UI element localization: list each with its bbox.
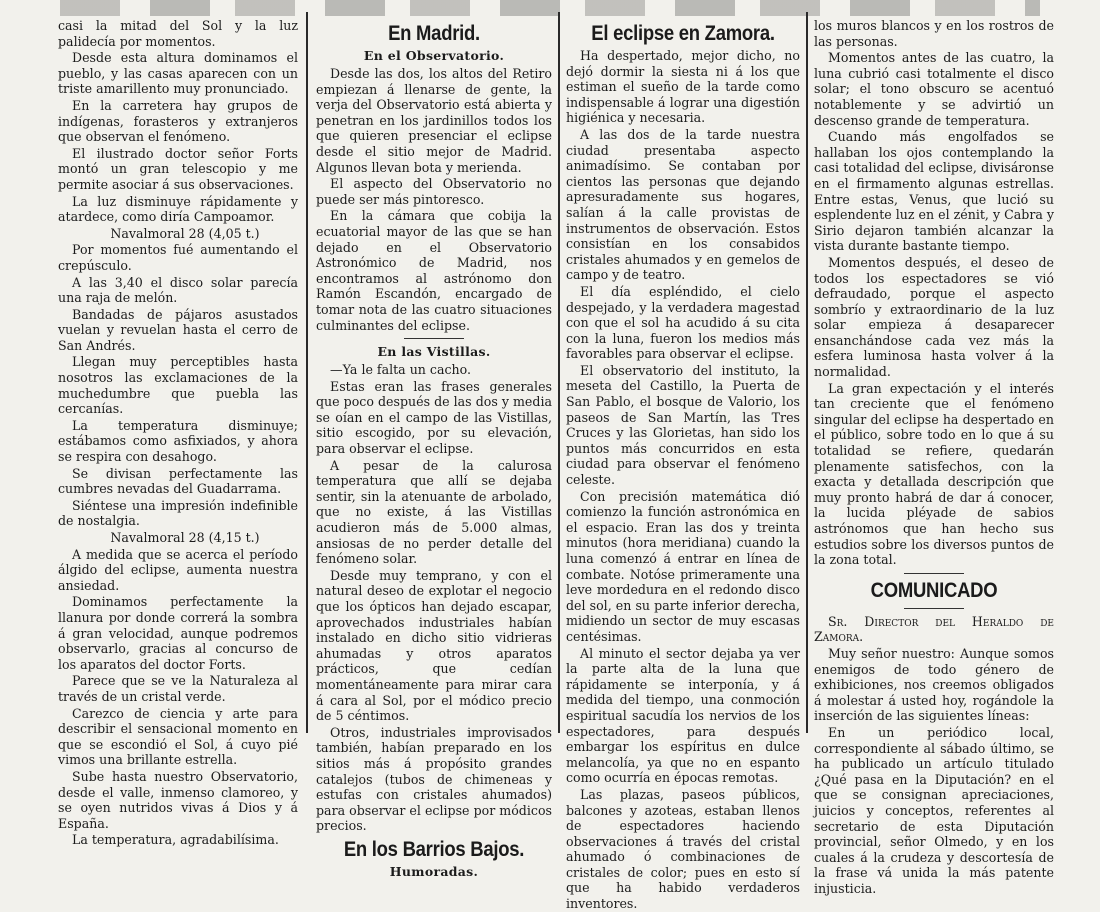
- col1-paragraph: El ilustrado doctor señor Forts montó un gran telescopio y me permite asociar á sus observaciones.: [58, 145, 298, 192]
- col3-paragraph: Las plazas, paseos públicos, balcones y azoteas, estaban llenos de espectadores haciendo observaciones á través del cristal ahumado ó combinaciones de cristales de color; pues en esto sí que ha habido verdaderos inventores.: [566, 786, 800, 912]
- col4-paragraph: La gran expectación y el interés tan creciente que el fenómeno singular del eclipse ha despertado en el público, sobre todo en lo que á su totalidad se refiere, quedarán plenamente satisfechos, con la exacta y detallada descripción que muy pronto habrá de dar á conocer, la lucida pléyade de sabios astrónomos que han hecho sus estudios sobre los diversos puntos de la zona total.: [814, 380, 1054, 568]
- col2-paragraph: Otros, industriales improvisados también, habían preparado en los sitios más á propósito grandes catalejos (tubos de chimeneas y estufas con cristales ahumados) para observar el eclipse por módicos precios.: [316, 724, 552, 834]
- section-heading: En los Barrios Bajos.: [343, 837, 525, 861]
- col2-paragraph: Estas eran las frases generales que poco después de las dos y media se oían en el campo de las Vistillas, sitio escogido, por su elevación, para observar el eclipse.: [316, 378, 552, 457]
- col2-paragraph: En la cámara que cobija la ecuatorial mayor de las que se han dejado en el Observatorio Astronómico de Madrid, nos encontramos al astrónomo don Ramón Escandón, encargado de tomar nota de las cuatro situaciones culminantes del eclipse.: [316, 208, 552, 333]
- dateline: Navalmoral 28 (4,15 t.): [110, 530, 260, 545]
- col1-paragraph: A medida que se acerca el período álgido del eclipse, aumenta nuestra ansiedad.: [58, 546, 298, 593]
- dateline: Navalmoral 28 (4,05 t.): [110, 225, 260, 241]
- section-heading: El eclipse en Zamora.: [591, 22, 775, 45]
- col2-paragraph: Desde las dos, los altos del Retiro empiezan á llenarse de gente, la verja del Observatorio está abierta y penetran en los jardinillos todos los que quieren presenciar el eclipse desde el sitio mejor de Madrid. Algunos llevan bota y merienda.: [316, 66, 552, 175]
- col1-paragraph: La temperatura disminuye; estábamos como asfixiados, y ahora se respira con desahogo.: [58, 417, 298, 465]
- column-2: [316, 18, 552, 879]
- col1-paragraph: Dominamos perfectamente la llanura por donde correrá la sombra á gran velocidad, aunque podremos observarlo, gracias al concurso de los aparatos del doctor Forts.: [58, 594, 298, 672]
- col1-paragraph: Parece que se ve la Naturaleza al través de un cristal verde.: [58, 673, 298, 704]
- col2-paragraph: El aspecto del Observatorio no puede ser más pintoresco.: [316, 176, 552, 207]
- section-subheading: Humoradas.: [389, 863, 479, 879]
- section-subheading: En el Observatorio.: [363, 48, 505, 63]
- col3-paragraph: A las dos de la tarde nuestra ciudad presentaba aspecto animadísimo. Se contaban por cientos las personas que dejando apresuradamente sus hogares, salían á la calle provistas de instrumentos de observación. Estos consistían en los consabidos cristales ahumados y en gemelos de campo y de teatro.: [566, 126, 800, 283]
- col4-paragraph: Cuando más engolfados se hallaban los ojos contemplando la casi totalidad del eclipse, divisáronse en el firmamento algunas estrellas. Entre estas, Venus, que lució su esplendente luz en el zénit, y Cabra y Sirio dejaron también alcanzar la vista durante bastante tiempo.: [814, 129, 1054, 254]
- section-heading: COMUNICADO: [870, 578, 998, 602]
- col1-paragraph: Sube hasta nuestro Observatorio, desde el valle, inmenso clamoreo, y se oyen nutridos vivas á Dios y á España.: [58, 768, 298, 831]
- col3-paragraph: Ha despertado, mejor dicho, no dejó dormir la siesta ni á los que estiman el sueño de la tarde como indispensable á lograr una digestión higiénica y necesaria.: [566, 48, 800, 126]
- col1-paragraph: Carezco de ciencia y arte para describir el sensacional momento en que se escondió el Sol, á cuyo pié vimos una brillante estrella.: [58, 705, 298, 768]
- column-3: [566, 18, 800, 912]
- column-rule: [306, 12, 308, 733]
- masthead-remnant: [60, 0, 1040, 16]
- separator-rule: [904, 608, 964, 609]
- column-rule: [558, 12, 560, 733]
- col1-paragraph: A las 3,40 el disco solar parecía una raja de melón.: [58, 274, 298, 306]
- col1-paragraph: Por momentos fué aumentando el crepúsculo.: [58, 242, 298, 273]
- col1-paragraph: Se divisan perfectamente las cumbres nevadas del Guadarrama.: [58, 465, 298, 497]
- col2-paragraph: Desde muy temprano, y con el natural deseo de explotar el negocio que los ópticos han dejado escapar, aprovechados industriales habían instalado en dicho sitio vidrieras ahumadas y otros aparatos prácticos, que cedían momentáneamente para mirar cara á cara al Sol, por el módico precio de 5 céntimos.: [316, 567, 552, 724]
- col1-paragraph: Llegan muy perceptibles hasta nosotros las exclamaciones de la muchedumbre que puebla las cercanías.: [58, 354, 298, 417]
- col1-paragraph: En la carretera hay grupos de indígenas, forasteros y extranjeros que observan el fenómeno.: [58, 97, 298, 145]
- col4-paragraph: Momentos antes de las cuatro, la luna cubrió casi totalmente el disco solar; el tono obscuro se acentuó notablemente y se advirtió un descenso grande de temperatura.: [814, 50, 1054, 128]
- col1-paragraph: Bandadas de pájaros asustados vuelan y revuelan hasta el cerro de San Andrés.: [58, 306, 298, 353]
- col1-paragraph: La luz disminuye rápidamente y atardece, como diría Campoamor.: [58, 193, 298, 225]
- section-subheading: En las Vistillas.: [377, 344, 491, 360]
- col4-paragraph: los muros blancos y en los rostros de las personas.: [814, 18, 1054, 49]
- col1-paragraph: casi la mitad del Sol y la luz palidecía por momentos.: [58, 18, 298, 49]
- col3-paragraph: Con precisión matemática dió comienzo la función astronómica en el espacio. Eran las dos y treinta minutos (hora meridiana) cuando la luna comenzó á entrar en línea de combate. Notóse primeramente una leve mordedura en el redondo disco del sol, en su parte inferior derecha, midiendo un sector de muy escasas centésimas.: [566, 488, 800, 644]
- section-heading: En Madrid.: [388, 22, 480, 45]
- col3-paragraph: El día espléndido, el cielo despejado, y la verdadera magestad con que el sol ha acudido á su cita con la luna, fueron los medios más favorables para observar el eclipse.: [566, 283, 800, 362]
- col1-paragraph: La temperatura, agradabilísima.: [72, 832, 279, 848]
- separator-rule: [404, 338, 464, 339]
- col1-paragraph: Siéntese una impresión indefinible de nostalgia.: [58, 497, 298, 529]
- col2-paragraph: —Ya le falta un cacho.: [330, 362, 472, 378]
- col3-paragraph: Al minuto el sector dejaba ya ver la parte alta de la luna que rápidamente se interponía, y á medida del tiempo, una conmoción espiritual sacudía los nervios de los espectadores, para después embargar los espíritus en dulce melancolía, ya que no en espanto como ocurría en épocas remotas.: [566, 645, 800, 786]
- separator-rule: [904, 573, 964, 574]
- column-1: [58, 18, 298, 848]
- col2-paragraph: A pesar de la calurosa temperatura que allí se dejaba sentir, sin la atenuante de arbolado, que no existe, á las Vistillas acudieron más de 5.000 almas, ansiosas de no perder detalle del fenómeno solar.: [316, 457, 552, 567]
- col3-paragraph: El observatorio del instituto, la meseta del Castillo, la Puerta de San Pablo, el bosque de Valorio, los paseos de San Martín, las Tres Cruces y las Glorietas, han sido los puntos más concurridos en esta ciudad para observar el fenómeno celeste.: [566, 362, 800, 488]
- col4-paragraph: Momentos después, el deseo de todos los espectadores se vió defraudado, porque el aspecto sombrío y extraordinario de la luz solar empieza á desaparecer ensanchándose cada vez más la esfera luminosa hasta volver á la normalidad.: [814, 254, 1054, 380]
- col4-paragraph: Muy señor nuestro: Aunque somos enemigos de todo género de exhibiciones, nos creemos obligados á molestar á usted hoy, rogándole la inserción de las siguientes líneas:: [814, 645, 1054, 724]
- column-rule: [806, 12, 808, 733]
- col1-paragraph: Desde esta altura dominamos el pueblo, y las casas aparecen con un triste amarillento muy pronunciado.: [58, 50, 298, 97]
- col4-paragraph: En un periódico local, correspondiente al sábado último, se ha publicado un artículo titulado ¿Qué pasa en la Diputación? en el que se consignan apreciaciones, juicios y conceptos, referentes al secretario de esta Diputación provincial, señor Olmedo, y en los cuales á la crudeza y descortesía de la frase vá unida la más patente injusticia.: [814, 724, 1054, 896]
- column-4: [814, 18, 1054, 896]
- salutation: Sr. Director del Heraldo de Zamora.: [814, 613, 1054, 645]
